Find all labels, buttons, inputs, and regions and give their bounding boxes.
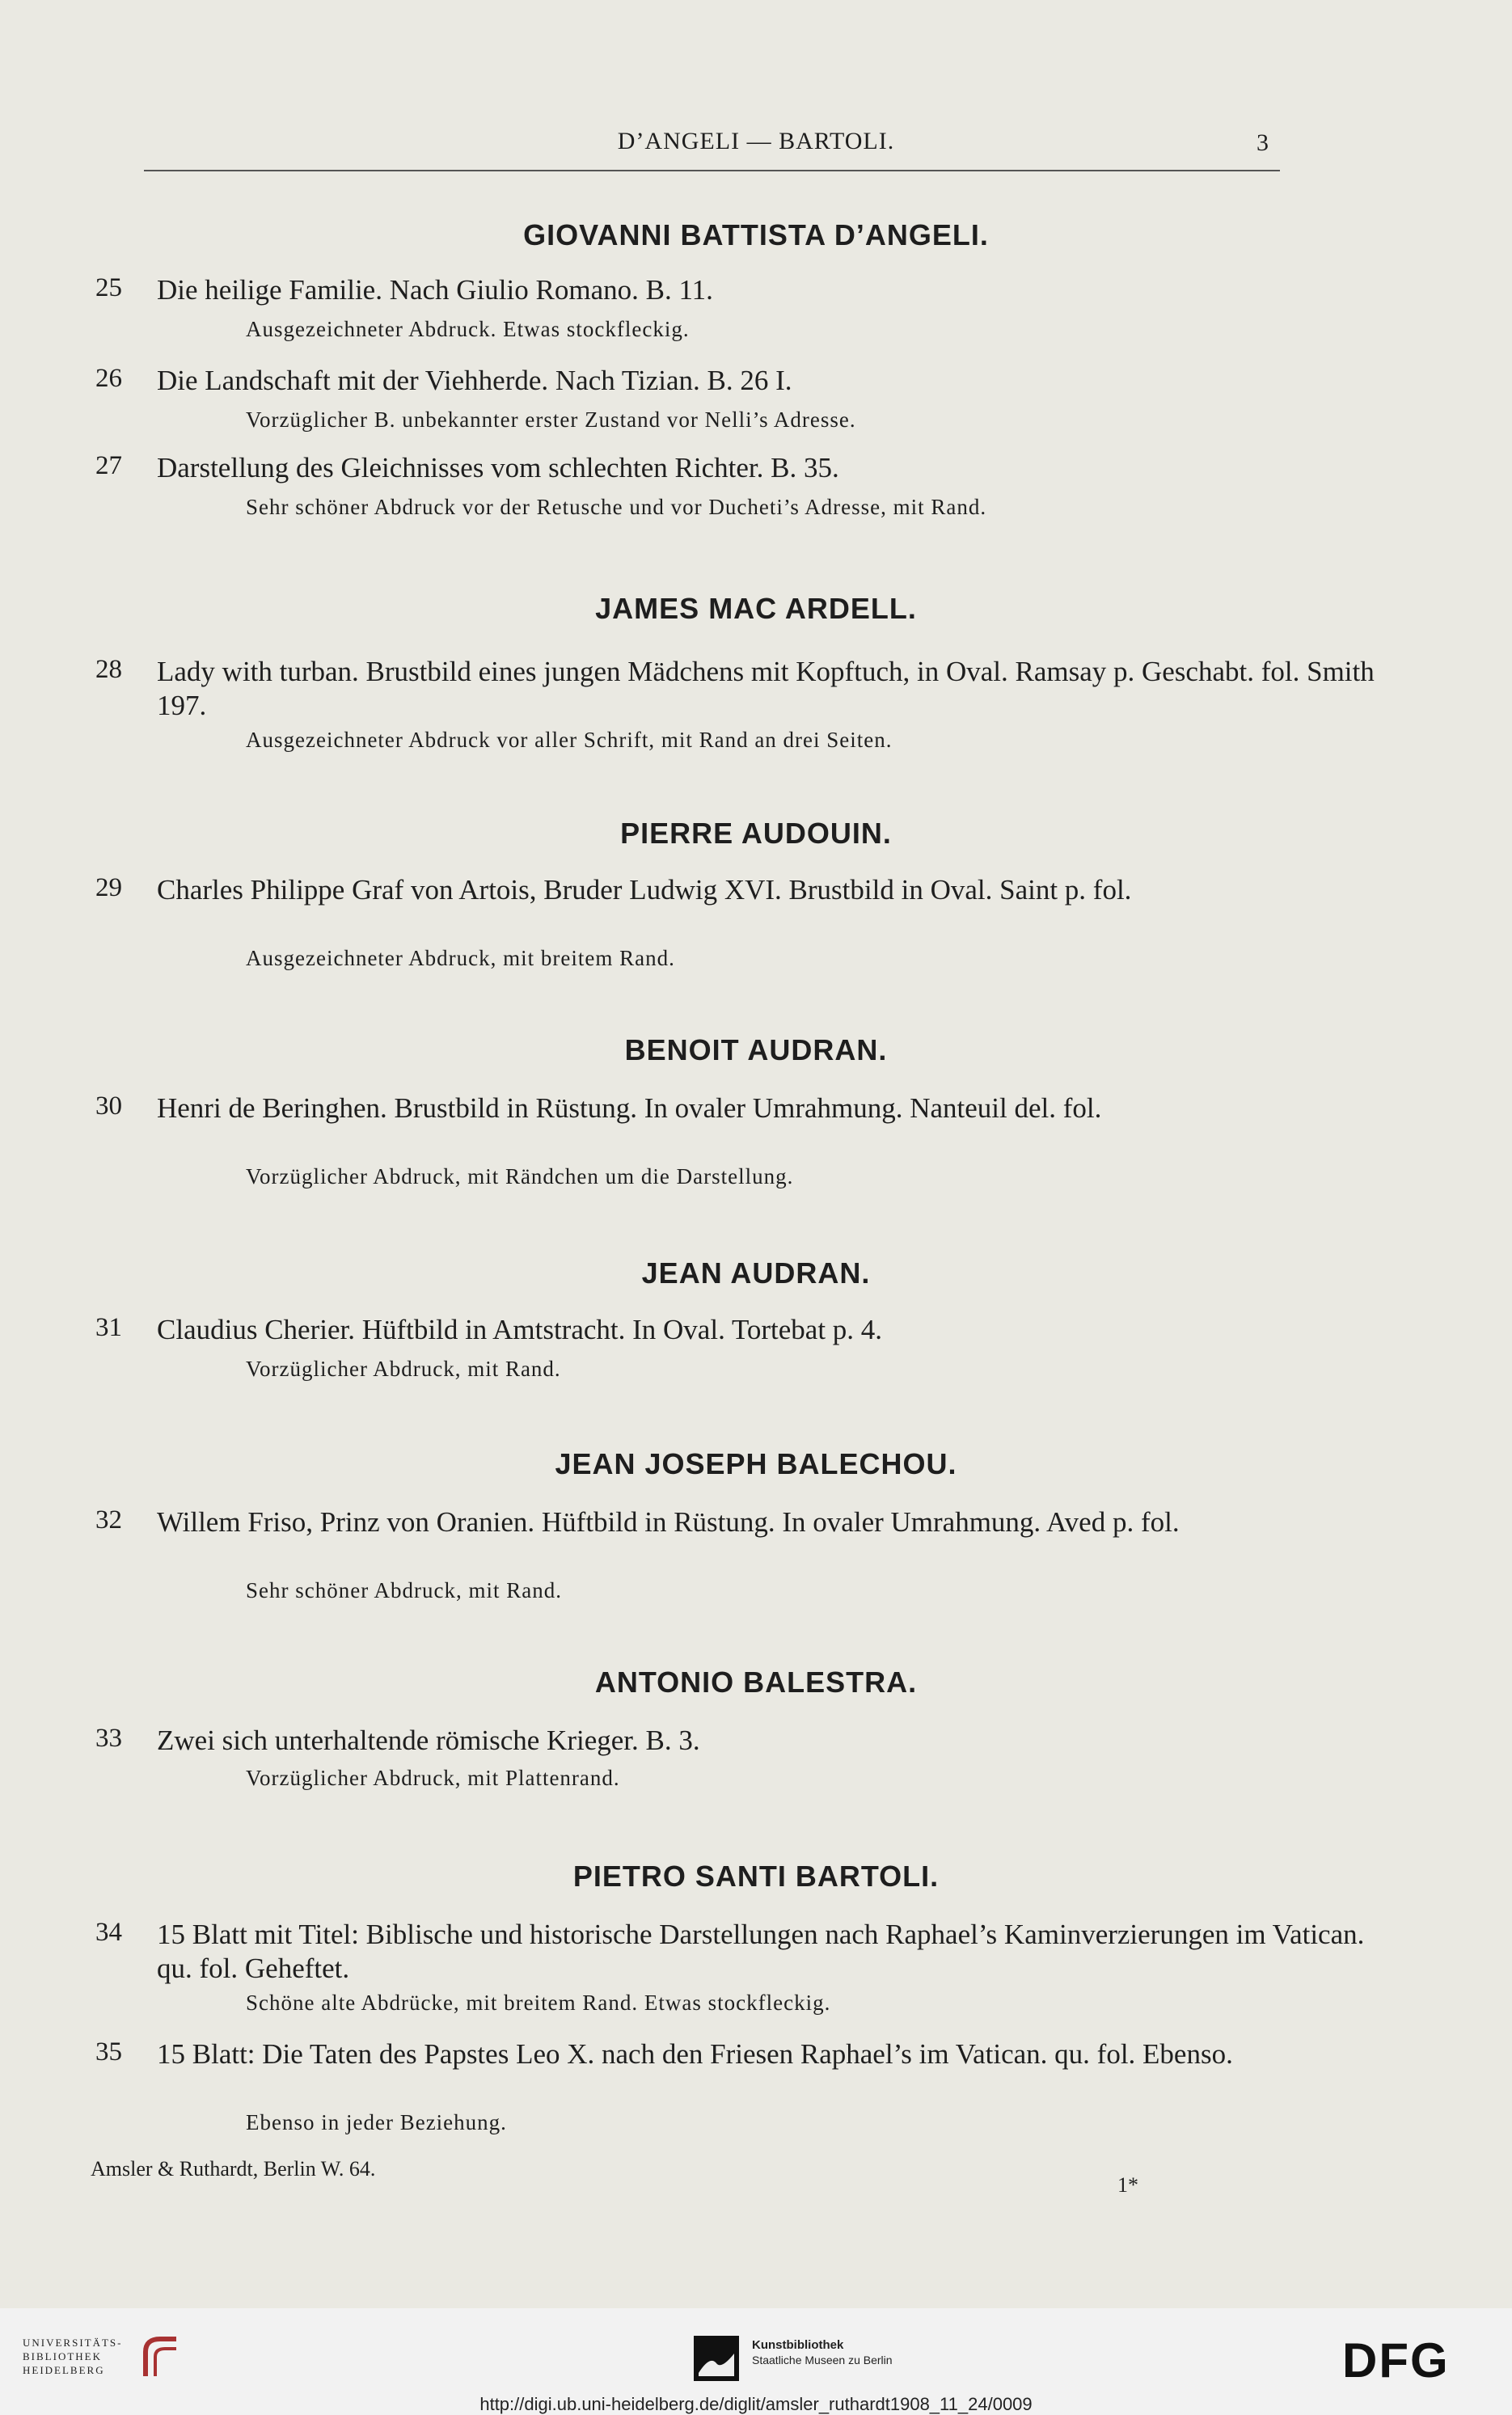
dfg-logo[interactable]: DFG <box>1342 2333 1450 2388</box>
entry-number: 31 <box>95 1313 122 1342</box>
section-heading: PIERRE AUDOUIN. <box>620 817 892 850</box>
kunstbibliothek-name: Kunstbibliothek <box>752 2338 844 2352</box>
entry-number: 34 <box>95 1918 122 1947</box>
university-library-logo[interactable] <box>23 2336 123 2377</box>
section-heading: PIETRO SANTI BARTOLI. <box>572 1860 940 1893</box>
entry-number: 28 <box>95 655 122 684</box>
entry-note: Vorzüglicher Abdruck, mit Rändchen um die Darstellung. <box>246 1164 794 1189</box>
section-heading: ANTONIO BALESTRA. <box>594 1666 918 1699</box>
header-rule <box>144 170 1280 171</box>
kunstbibliothek-subtitle: Staatliche Museen zu Berlin <box>752 2354 893 2366</box>
section-heading: GIOVANNI BATTISTA D’ANGELI. <box>523 218 989 251</box>
signature-mark: 1* <box>1117 2173 1138 2197</box>
entry-number: 33 <box>95 1724 122 1753</box>
entry-text: Zwei sich unterhaltende römische Krieger. B. 3. <box>157 1725 700 1756</box>
entry-note: Schöne alte Abdrücke, mit breitem Rand. Etwas stockfleckig. <box>246 1991 831 2015</box>
entry-note: Sehr schöner Abdruck, mit Rand. <box>246 1578 562 1602</box>
entry-text: Willem Friso, Prinz von Oranien. Hüftbild in Rüstung. In ovaler Umrahmung. Aved p. fol. <box>157 1506 1180 1538</box>
permalink-url[interactable]: http://digi.ub.uni-heidelberg.de/diglit/amsler_ruthardt1908_11_24/0009 <box>479 2394 1033 2414</box>
entry-text: Darstellung des Gleichnisses vom schlechten Richter. B. 35. <box>157 452 839 483</box>
publisher-imprint: Amsler & Ruthardt, Berlin W. 64. <box>91 2157 376 2181</box>
entry-text: 15 Blatt: Die Taten des Papstes Leo X. nach den Friesen Raphael’s im Vatican. qu. fol. Ebenso. <box>157 2038 1233 2070</box>
entry-text: Charles Philippe Graf von Artois, Bruder Ludwig XVI. Brustbild in Oval. Saint p. fol. <box>157 874 1132 906</box>
section-heading: JEAN AUDRAN. <box>641 1256 871 1290</box>
entry-text: Henri de Beringhen. Brustbild in Rüstung. In ovaler Umrahmung. Nanteuil del. fol. <box>157 1092 1102 1124</box>
entry-number: 27 <box>95 451 122 480</box>
entry-note: Ebenso in jeder Beziehung. <box>246 2110 507 2134</box>
entry-number: 35 <box>95 2037 122 2067</box>
kunstbibliothek-logo-icon <box>694 2336 739 2381</box>
entry-note: Ausgezeichneter Abdruck. Etwas stockfleckig. <box>246 317 690 341</box>
section-heading: BENOIT AUDRAN. <box>624 1033 888 1066</box>
entry-note: Vorzüglicher B. unbekannter erster Zustand vor Nelli’s Adresse. <box>246 407 856 432</box>
page-number: 3 <box>1256 129 1269 156</box>
kunstbibliothek-credit[interactable] <box>752 2337 893 2367</box>
entry-note: Sehr schöner Abdruck vor der Retusche und vor Ducheti’s Adresse, mit Rand. <box>246 495 987 519</box>
entry-text: Lady with turban. Brustbild eines jungen Mädchens mit Kopftuch, in Oval. Ramsay p. Geschabt. fol. Smith 197. <box>157 656 1375 721</box>
entry-text: Die Landschaft mit der Viehherde. Nach Tizian. B. 26 I. <box>157 365 792 396</box>
entry-number: 29 <box>95 873 122 902</box>
entry-number: 32 <box>95 1505 122 1535</box>
entry-number: 26 <box>95 364 122 393</box>
entry-number: 25 <box>95 273 122 302</box>
section-heading: JEAN JOSEPH BALECHOU. <box>555 1447 957 1480</box>
bottom-bar <box>0 2308 1512 2415</box>
entry-note: Ausgezeichneter Abdruck vor aller Schrift, mit Rand an drei Seiten. <box>246 728 893 752</box>
logo-line: BIBLIOTHEK <box>23 2350 102 2362</box>
entry-note: Vorzüglicher Abdruck, mit Plattenrand. <box>246 1766 620 1790</box>
university-library-emblem-icon <box>136 2334 181 2381</box>
entry-text: Die heilige Familie. Nach Giulio Romano. B. 11. <box>157 274 713 306</box>
entry-note: Vorzüglicher Abdruck, mit Rand. <box>246 1357 561 1381</box>
entry-text: 15 Blatt mit Titel: Biblische und historische Darstellungen nach Raphael’s Kaminverzierungen im Vatican. qu. fol. Geheftet. <box>157 1919 1365 1984</box>
running-title: D’ANGELI — BARTOLI. <box>617 128 895 154</box>
entry-note: Ausgezeichneter Abdruck, mit breitem Rand. <box>246 946 675 970</box>
running-head <box>0 128 1512 160</box>
logo-line: UNIVERSITÄTS- <box>23 2337 123 2349</box>
section-heading: JAMES MAC ARDELL. <box>595 592 917 625</box>
entry-number: 30 <box>95 1091 122 1121</box>
entry-text: Claudius Cherier. Hüftbild in Amtstracht. In Oval. Tortebat p. 4. <box>157 1314 883 1345</box>
logo-line: HEIDELBERG <box>23 2364 105 2376</box>
